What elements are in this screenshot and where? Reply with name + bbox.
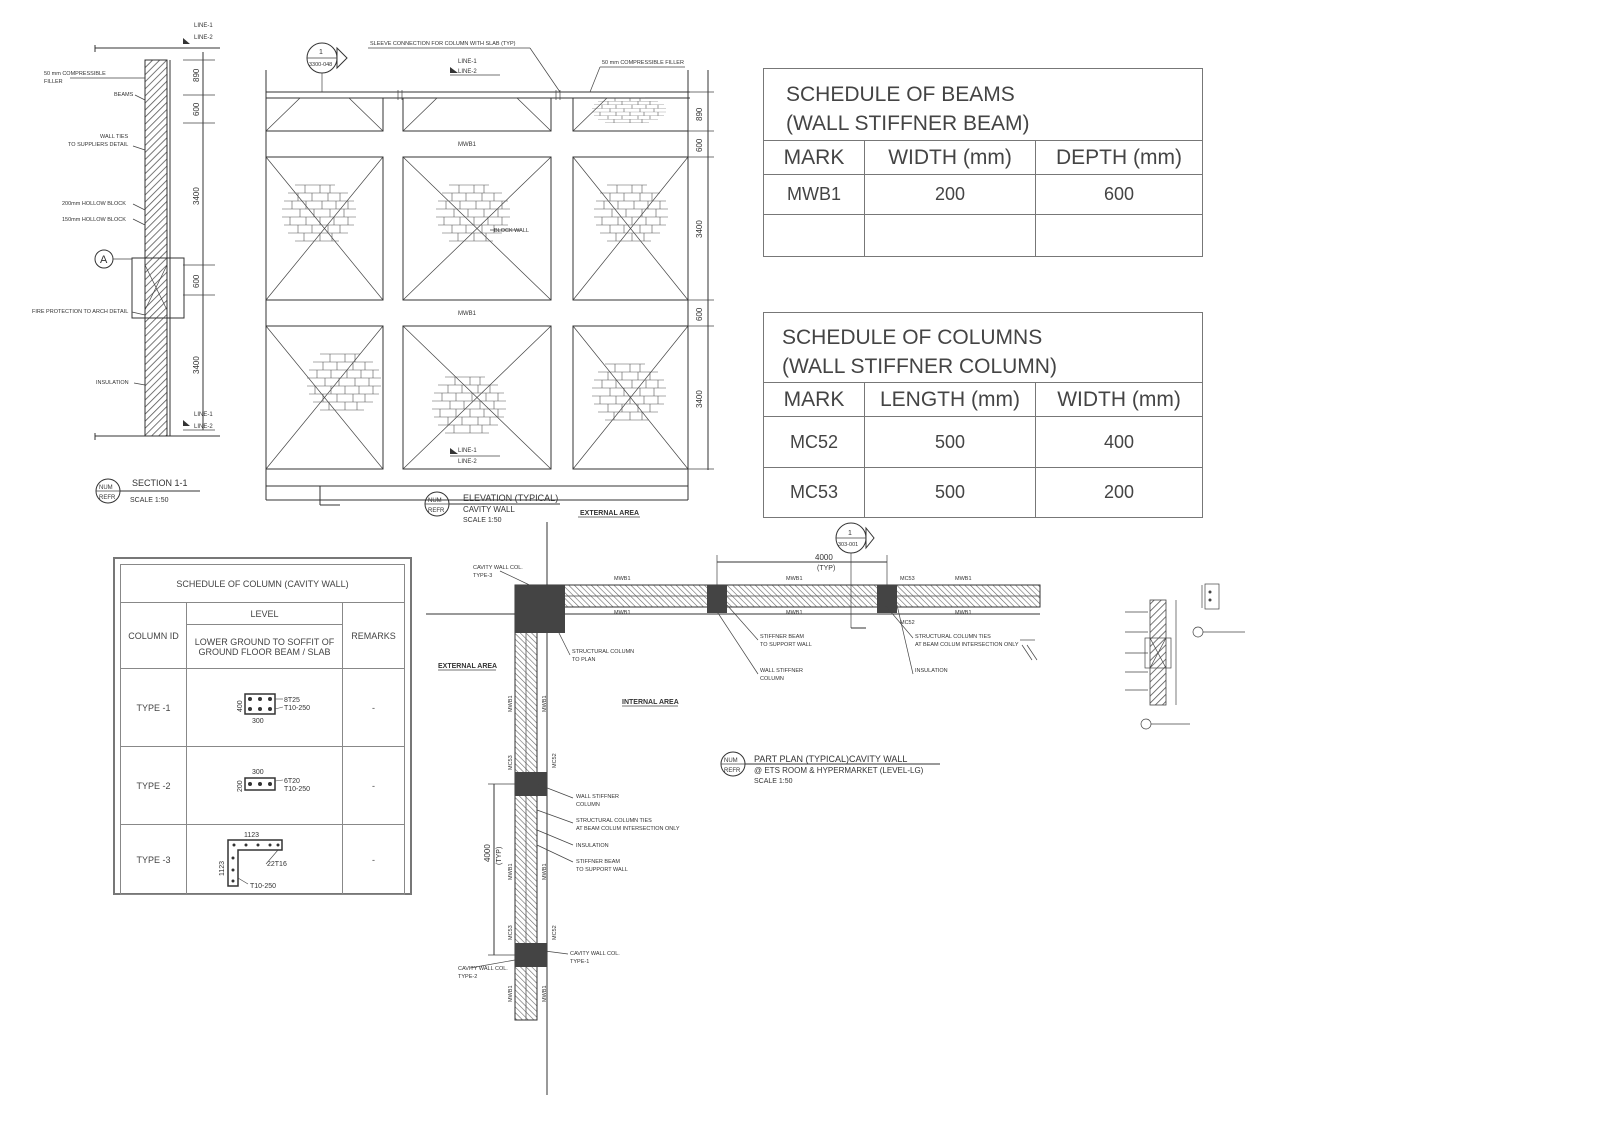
beam-cell-empty (1036, 215, 1203, 257)
elevation-dim-890: 890 (695, 107, 704, 121)
detail-thumbnail (1125, 584, 1245, 729)
cavity-row-remark: - (343, 669, 405, 747)
cavity-schedule-title: SCHEDULE OF COLUMN (CAVITY WALL) (121, 565, 405, 603)
plan-note-ties-b: AT BEAM COLUM INTERSECTION ONLY (915, 642, 1019, 648)
section-label-wall-ties: WALL TIES (100, 134, 129, 140)
plan-top-mark-1: MWB1 (614, 576, 631, 582)
type2-bars: 6T20 (283, 777, 300, 785)
plan-vnote-ties-b: AT BEAM COLUM INTERSECTION ONLY (576, 826, 680, 832)
plan-dim-v: 4000 (483, 844, 492, 862)
type3-links: T10-250 (249, 882, 276, 890)
plan-left-mark-4: MC53 (508, 925, 514, 940)
section-title: SECTION 1-1 (132, 478, 188, 488)
plan-dim-h-typ: (TYP) (817, 565, 836, 572)
plan-right-mark-5: MWB1 (542, 985, 548, 1002)
elevation-title: ELEVATION (TYPICAL) (463, 493, 559, 503)
plan-note-wall-stiff-b: COLUMN (760, 676, 784, 682)
plan-top-mark-2: MWB1 (786, 576, 803, 582)
elevation-subtitle: CAVITY WALL (463, 505, 515, 514)
elevation-callout-num: 1 (319, 49, 323, 56)
type1-bars: 8T25 (283, 696, 300, 704)
section-label-200-block: 200mm HOLLOW BLOCK (62, 201, 126, 207)
section-dim-3400b: 3400 (192, 356, 201, 374)
plan-vnote-wall-stiff-b: COLUMN (576, 802, 600, 808)
elevation-dim-600b: 600 (695, 307, 704, 321)
plan-vnote-stiff-beam-b: TO SUPPORT WALL (576, 867, 628, 873)
plan-vnote-cavity-1: CAVITY WALL COL. (570, 951, 620, 957)
plan-internal: INTERNAL AREA (622, 699, 679, 706)
cavity-row-3-detail (187, 825, 343, 895)
plan-left-mark-5: MWB1 (508, 985, 514, 1002)
section-title-refr: REFR (99, 495, 116, 501)
cavity-row-2-detail (187, 747, 343, 825)
plan-title: PART PLAN (TYPICAL)CAVITY WALL (754, 754, 908, 764)
elevation-beam-mark-1: MWB1 (458, 142, 476, 148)
elevation-beam-mark-2: MWB1 (458, 311, 476, 317)
elevation-title-num: NUM (428, 498, 442, 504)
column-schedule-title (764, 313, 1203, 383)
column-header-mark: MARK (764, 383, 865, 417)
plan-title-refr: REFR (724, 768, 741, 774)
column-cell-mark: MC53 (764, 467, 865, 517)
elevation-dim-3400a: 3400 (695, 220, 704, 238)
elevation-level-3: LINE-1 (458, 448, 477, 454)
beam-header-depth: DEPTH (mm) (1036, 141, 1203, 175)
section-dim-3400a: 3400 (192, 187, 201, 205)
column-cell-length: 500 (865, 467, 1036, 517)
plan-top-mark-4: MWB1 (955, 576, 972, 582)
elevation-scale: SCALE 1:50 (463, 517, 502, 524)
type1-links: T10-250 (283, 704, 310, 712)
plan-vnote-cavity-2: CAVITY WALL COL. (458, 966, 508, 972)
table-row (764, 467, 1203, 517)
part-plan (426, 517, 1040, 1095)
section-scale: SCALE 1:50 (130, 497, 169, 504)
beam-header-width: WIDTH (mm) (865, 141, 1036, 175)
cavity-header-level-sub: LOWER GROUND TO SOFFIT OF GROUND FLOOR BEAM / SLAB (187, 625, 343, 669)
plan-right-mark-1: MWB1 (542, 695, 548, 712)
elevation-cavity-wall (266, 43, 714, 505)
type1-height: 400 (236, 699, 244, 712)
beam-cell-depth: 600 (1036, 175, 1203, 215)
section-level-4: LINE-2 (194, 424, 213, 430)
plan-vnote-insulation: INSULATION (576, 843, 609, 849)
type2-height: 200 (236, 779, 244, 792)
section-dim-600b: 600 (192, 274, 201, 288)
beam-schedule-title (764, 69, 1203, 141)
plan-right-mark-2: MC52 (552, 753, 558, 768)
plan-dim-h: 4000 (815, 553, 833, 562)
table-row (121, 669, 405, 747)
beam-schedule-title-line2: (WALL STIFFNER BEAM) (786, 111, 1030, 135)
section-label-filler: 50 mm COMPRESSIBLE (44, 71, 106, 77)
elevation-dim-600a: 600 (695, 138, 704, 152)
plan-note-struct-col: STRUCTURAL COLUMN (572, 649, 635, 655)
column-header-length: LENGTH (mm) (865, 383, 1036, 417)
table-row (764, 417, 1203, 467)
elevation-block-note: BLOCK WALL (494, 228, 529, 234)
cavity-row-id: TYPE -2 (121, 747, 187, 825)
type2-links: T10-250 (283, 785, 310, 793)
plan-bottom-mark-3: MC52 (900, 620, 915, 626)
cavity-header-col-id: COLUMN ID (121, 603, 187, 669)
plan-right-mark-4: MC52 (552, 925, 558, 940)
plan-right-mark-3: MWB1 (542, 863, 548, 880)
beam-cell-empty (764, 215, 865, 257)
cavity-row-id: TYPE -1 (121, 669, 187, 747)
plan-vnote-cavity-2b: TYPE-2 (458, 974, 478, 980)
section-tag: A (100, 254, 108, 266)
elevation-callout-ref: 3300-048 (309, 62, 333, 68)
plan-left-mark-1: MWB1 (508, 695, 514, 712)
column-cell-length: 500 (865, 417, 1036, 467)
cavity-row-remark: - (343, 825, 405, 895)
beam-schedule-table (763, 68, 1203, 257)
elevation-filler-note: 50 mm COMPRESSIBLE FILLER (602, 60, 684, 66)
elevation-title-refr: REFR (428, 508, 445, 514)
type1-width: 300 (251, 717, 264, 725)
table-row (764, 215, 1203, 257)
cavity-header-remarks: REMARKS (343, 603, 405, 669)
beam-cell-mark: MWB1 (764, 175, 865, 215)
section-label-insulation: INSULATION (96, 380, 129, 386)
column-cell-mark: MC52 (764, 417, 865, 467)
plan-left-mark-3: MWB1 (508, 863, 514, 880)
section-dim-890: 890 (192, 68, 201, 82)
type3-height: 1123 (218, 860, 226, 876)
cavity-row-1-detail (187, 669, 343, 747)
cavity-header-level: LEVEL (187, 603, 343, 625)
section-level-2: LINE-2 (194, 35, 213, 41)
column-cell-width: 400 (1036, 417, 1203, 467)
table-row (764, 175, 1203, 215)
plan-external-left: EXTERNAL AREA (438, 663, 498, 670)
plan-scale: SCALE 1:50 (754, 778, 793, 785)
plan-note-cavity-col-3: CAVITY WALL COL. (473, 565, 523, 571)
cavity-row-remark: - (343, 747, 405, 825)
cavity-row-id: TYPE -3 (121, 825, 187, 895)
column-schedule-title-line1: SCHEDULE OF COLUMNS (782, 325, 1043, 349)
plan-vnote-cavity-1b: TYPE-1 (570, 959, 590, 965)
elevation-dim-3400b: 3400 (695, 390, 704, 408)
plan-left-mark-2: MC53 (508, 755, 514, 770)
plan-note-cavity-col-3b: TYPE-3 (473, 573, 493, 579)
section-level-1: LINE-1 (194, 23, 213, 29)
plan-note-insulation: INSULATION (915, 668, 948, 674)
plan-note-stiff-beam-b: TO SUPPORT WALL (760, 642, 812, 648)
section-label-wall-ties-2: TO SUPPLIERS DETAIL (68, 142, 129, 148)
plan-dim-v-typ: (TYP) (496, 846, 503, 865)
elevation-level-1: LINE-1 (458, 59, 477, 65)
beam-header-mark: MARK (764, 141, 865, 175)
plan-subtitle: @ ETS ROOM & HYPERMARKET (LEVEL-LG) (754, 766, 924, 775)
column-schedule-title-line2: (WALL STIFFNER COLUMN) (782, 354, 1057, 378)
section-label-150-block: 150mm HOLLOW BLOCK (62, 217, 126, 223)
plan-bottom-mark-4: MWB1 (955, 610, 972, 616)
plan-vnote-stiff-beam: STIFFNER BEAM (576, 859, 621, 865)
plan-note-struct-col-b: TO PLAN (572, 657, 596, 663)
column-section-type1-icon (190, 672, 340, 742)
plan-top-mark-3: MC53 (900, 576, 915, 582)
plan-bottom-mark-2: MWB1 (786, 610, 803, 616)
plan-external-top: EXTERNAL AREA (580, 510, 640, 517)
plan-note-wall-stiff: WALL STIFFNER (760, 668, 803, 674)
elevation-level-2: LINE-2 (458, 69, 477, 75)
section-label-filler-2: FILLER (44, 79, 63, 85)
plan-note-ties: STRUCTURAL COLUMN TIES (915, 634, 991, 640)
type3-bars: 22T16 (266, 860, 287, 868)
type3-width: 1123 (243, 831, 259, 839)
section-level-3: LINE-1 (194, 412, 213, 418)
table-row (121, 747, 405, 825)
section-dim-600a: 600 (192, 102, 201, 116)
plan-callout-ref: 303-001 (838, 542, 859, 548)
column-section-type3-icon (190, 826, 340, 892)
plan-vnote-wall-stiff: WALL STIFFNER (576, 794, 619, 800)
beam-schedule-title-line1: SCHEDULE OF BEAMS (786, 82, 1015, 106)
column-schedule-table (763, 312, 1203, 518)
column-cell-width: 200 (1036, 467, 1203, 517)
beam-cell-width: 200 (865, 175, 1036, 215)
section-1-1 (70, 38, 220, 440)
section-label-beams: BEAMS (114, 92, 134, 98)
section-label-fire: FIRE PROTECTION TO ARCH DETAIL (32, 309, 129, 315)
plan-title-num: NUM (724, 758, 738, 764)
column-section-type2-icon (190, 750, 340, 820)
plan-note-stiff-beam: STIFFNER BEAM (760, 634, 805, 640)
elevation-sleeve-note: SLEEVE CONNECTION FOR COLUMN WITH SLAB (TYP) (370, 41, 516, 47)
plan-bottom-mark-1: MWB1 (614, 610, 631, 616)
table-row (121, 825, 405, 895)
beam-cell-empty (865, 215, 1036, 257)
elevation-level-4: LINE-2 (458, 459, 477, 465)
section-title-num: NUM (99, 485, 113, 491)
type2-width: 300 (251, 768, 264, 776)
column-header-width: WIDTH (mm) (1036, 383, 1203, 417)
plan-vnote-ties: STRUCTURAL COLUMN TIES (576, 818, 652, 824)
cavity-column-schedule (113, 557, 412, 895)
plan-callout-num: 1 (848, 530, 852, 537)
